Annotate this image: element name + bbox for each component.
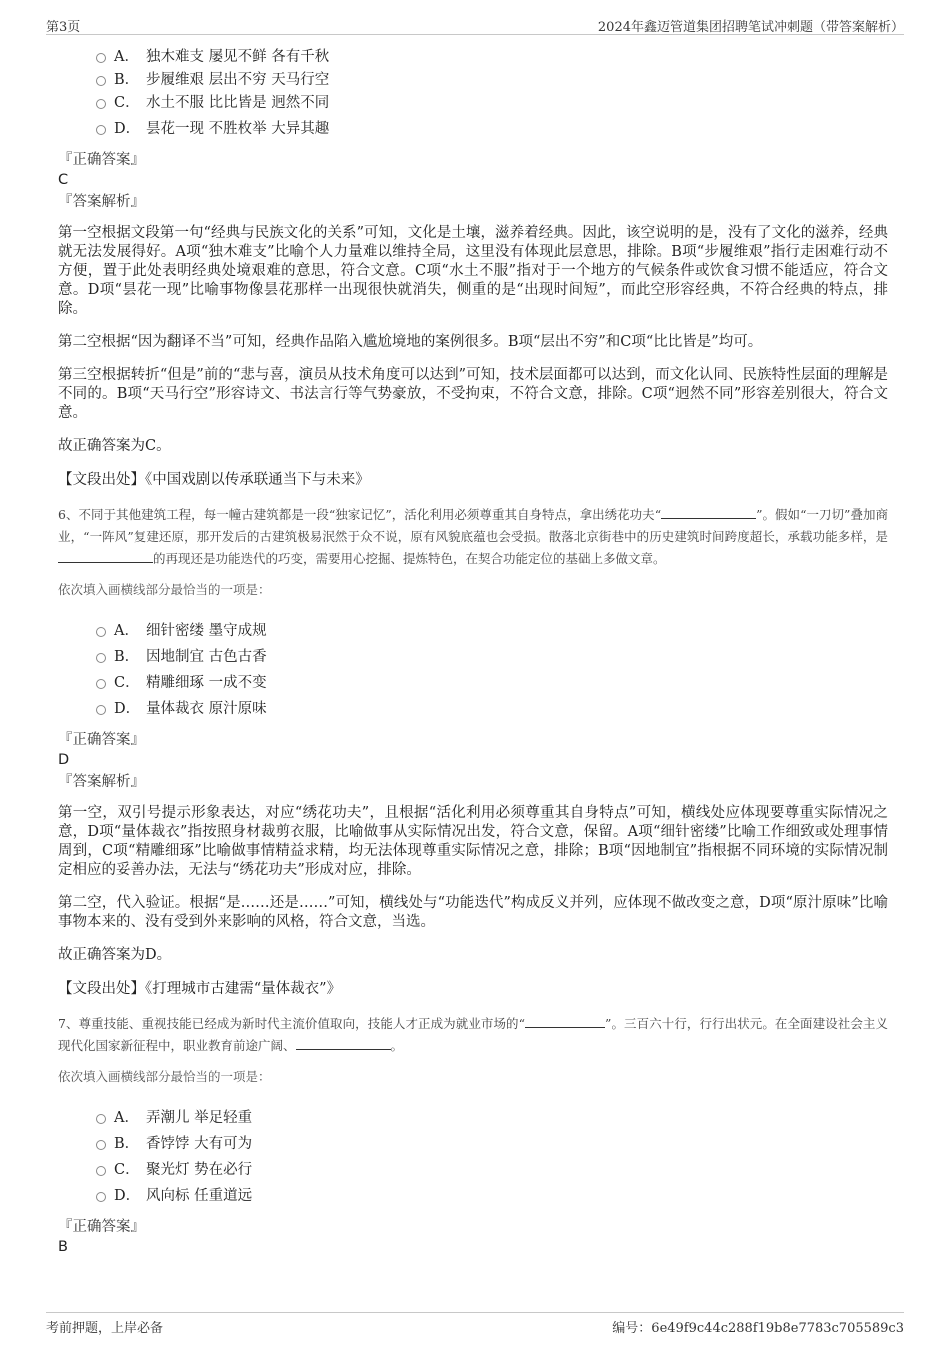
page-header xyxy=(46,14,904,35)
radio-icon[interactable] xyxy=(96,653,106,663)
answer-blank xyxy=(661,506,756,519)
q7-option-a[interactable]: A． 弄潮儿 举足轻重 xyxy=(58,1105,888,1131)
radio-icon[interactable] xyxy=(96,53,106,63)
question-7-stem: 7、尊重技能、重视技能已经成为新时代主流价值取向，技能人才正成为就业市场的“ ”。三百六十行，行行出状元。在全面建设社会主义现代化国家新征程中，职业教育前途广阔、 。 xyxy=(58,1016,888,1053)
q6-option-a[interactable]: A． 细针密缕 墨守成规 xyxy=(58,618,888,644)
radio-icon[interactable] xyxy=(96,76,106,86)
page-footer xyxy=(46,1312,904,1336)
answer-value: D xyxy=(58,752,70,768)
analysis-label: 『答案解析』 xyxy=(58,194,145,210)
q5-options xyxy=(58,44,888,142)
radio-icon[interactable] xyxy=(96,1192,106,1202)
analysis-conclusion: 故正确答案为D。 xyxy=(58,947,172,963)
q6-option-c[interactable]: C． 精雕细琢 一成不变 xyxy=(58,670,888,696)
analysis-paragraph: 第二空，代入验证。根据“是……还是……”可知，横线处与“功能迭代”构成反义并列，应体现不做改变之意，D项“原汁原味”比喻事物本来的、没有受到外来影响的风格，符合文意，当选。 xyxy=(58,895,888,930)
document-title: 2024年鑫迈管道集团招聘笔试冲刺题（带答案解析） xyxy=(597,20,904,35)
radio-icon[interactable] xyxy=(96,705,106,715)
q5-option-d[interactable]: D． 昙花一现 不胜枚举 大异其趣 xyxy=(58,116,888,142)
answer-label: 『正确答案』 xyxy=(58,152,145,168)
answer-label: 『正确答案』 xyxy=(58,732,145,748)
q5-option-b[interactable]: B． 步履维艰 层出不穷 天马行空 xyxy=(58,70,888,90)
answer-value: B xyxy=(58,1239,68,1255)
page-number: 第3页 xyxy=(46,20,81,35)
document-id: 编号：6e49f9c44c288f19b8e7783c705589c3 xyxy=(612,1321,904,1336)
analysis-paragraph: 第一空根据文段第一句“经典与民族文化的关系”可知，文化是土壤，滋养着经典。因此，该空说明的是，没有了文化的滋养，经典就无法发展得好。A项“独木难支”比喻个人力量难以维持全局，这里没有体现此层意思，排除。B项“步履维艰”指行走困难行动不方便，置于此处表明经典处境艰难的意思，符合文意。C项“水土不服”指对于一个地方的气候条件或饮食习惯不能适应，符合文意。D项“昙花一现”比喻事物像昙花那样一出现很快就消失，侧重的是“出现时间短”，而此空形容经典，不符合经典的特点，排除。 xyxy=(58,225,888,317)
analysis-paragraph: 第二空根据“因为翻译不当”可知，经典作品陷入尴尬境地的案例很多。B项“层出不穷”和C项“比比皆是”均可。 xyxy=(58,334,763,350)
q6-options xyxy=(58,618,888,722)
answer-blank xyxy=(296,1037,391,1050)
analysis-paragraph: 第一空，双引号提示形象表达，对应“绣花功夫”，且根据“活化利用必须尊重其自身特点”可知，横线处应体现要尊重实际情况之意，D项“量体裁衣”指按照身材裁剪衣服，比喻做事从实际情况出发，符合文意，保留。A项“细针密缕”比喻工作细致或处理事情周到，C项“精雕细琢”比喻做事情精益求精，均无法体现尊重实际情况之意，排除；B项“因地制宜”指根据不同环境的实际情况制定相应的妥善办法，无法与“绣花功夫”形成对应，排除。 xyxy=(58,805,888,878)
radio-icon[interactable] xyxy=(96,125,106,135)
analysis-conclusion: 故正确答案为C。 xyxy=(58,438,171,454)
source-citation: 【文段出处】《中国戏剧以传承联通当下与未来》 xyxy=(58,472,370,488)
radio-icon[interactable] xyxy=(96,1114,106,1124)
radio-icon[interactable] xyxy=(96,99,106,109)
source-citation: 【文段出处】《打理城市古建需“量体裁衣”》 xyxy=(58,981,342,997)
q6-option-d[interactable]: D． 量体裁衣 原汁原味 xyxy=(58,696,888,722)
q5-option-a[interactable]: A． 独木难支 屡见不鲜 各有千秋 xyxy=(58,44,888,70)
radio-icon[interactable] xyxy=(96,1166,106,1176)
document-body xyxy=(58,44,888,1257)
answer-label: 『正确答案』 xyxy=(58,1219,145,1235)
q7-option-c[interactable]: C． 聚光灯 势在必行 xyxy=(58,1157,888,1183)
analysis-label: 『答案解析』 xyxy=(58,774,145,790)
question-6-stem: 6、不同于其他建筑工程，每一幢古建筑都是一段“独家记忆”，活化利用必须尊重其自身特点，拿出绣花功夫“ ”。假如“一刀切”叠加商业，“一阵风”复建还原，那开发后的古建筑极易泯然于众不说，原有风貌底蕴也会受损。散落北京街巷中的历史建筑时间跨度超长，承载功能多样，是的再现还是功能迭代的巧变，需要用心挖掘、提炼特色，在契合功能定位的基础上多做文章。 xyxy=(58,507,888,566)
answer-blank xyxy=(525,1015,605,1028)
q7-option-b[interactable]: B． 香饽饽 大有可为 xyxy=(58,1131,888,1157)
q7-option-d[interactable]: D． 风向标 任重道远 xyxy=(58,1183,888,1209)
question-prompt: 依次填入画横线部分最恰当的一项是： xyxy=(58,1069,271,1084)
radio-icon[interactable] xyxy=(96,627,106,637)
analysis-paragraph: 第三空根据转折“但是”前的“悲与喜，演员从技术角度可以达到”可知，技术层面都可以达到，而文化认同、民族特性层面的理解是不同的。B项“天马行空”形容诗文、书法言行等气势豪放，不受拘束，不符合文意，排除。C项“迥然不同”形容差别很大，符合文意。 xyxy=(58,367,888,421)
q7-options xyxy=(58,1105,888,1209)
radio-icon[interactable] xyxy=(96,679,106,689)
footer-slogan: 考前押题，上岸必备 xyxy=(46,1321,164,1336)
answer-blank xyxy=(58,550,153,563)
answer-value: C xyxy=(58,172,69,188)
question-prompt: 依次填入画横线部分最恰当的一项是： xyxy=(58,582,271,597)
radio-icon[interactable] xyxy=(96,1140,106,1150)
q6-option-b[interactable]: B． 因地制宜 古色古香 xyxy=(58,644,888,670)
q5-option-c[interactable]: C． 水土不服 比比皆是 迥然不同 xyxy=(58,90,888,116)
